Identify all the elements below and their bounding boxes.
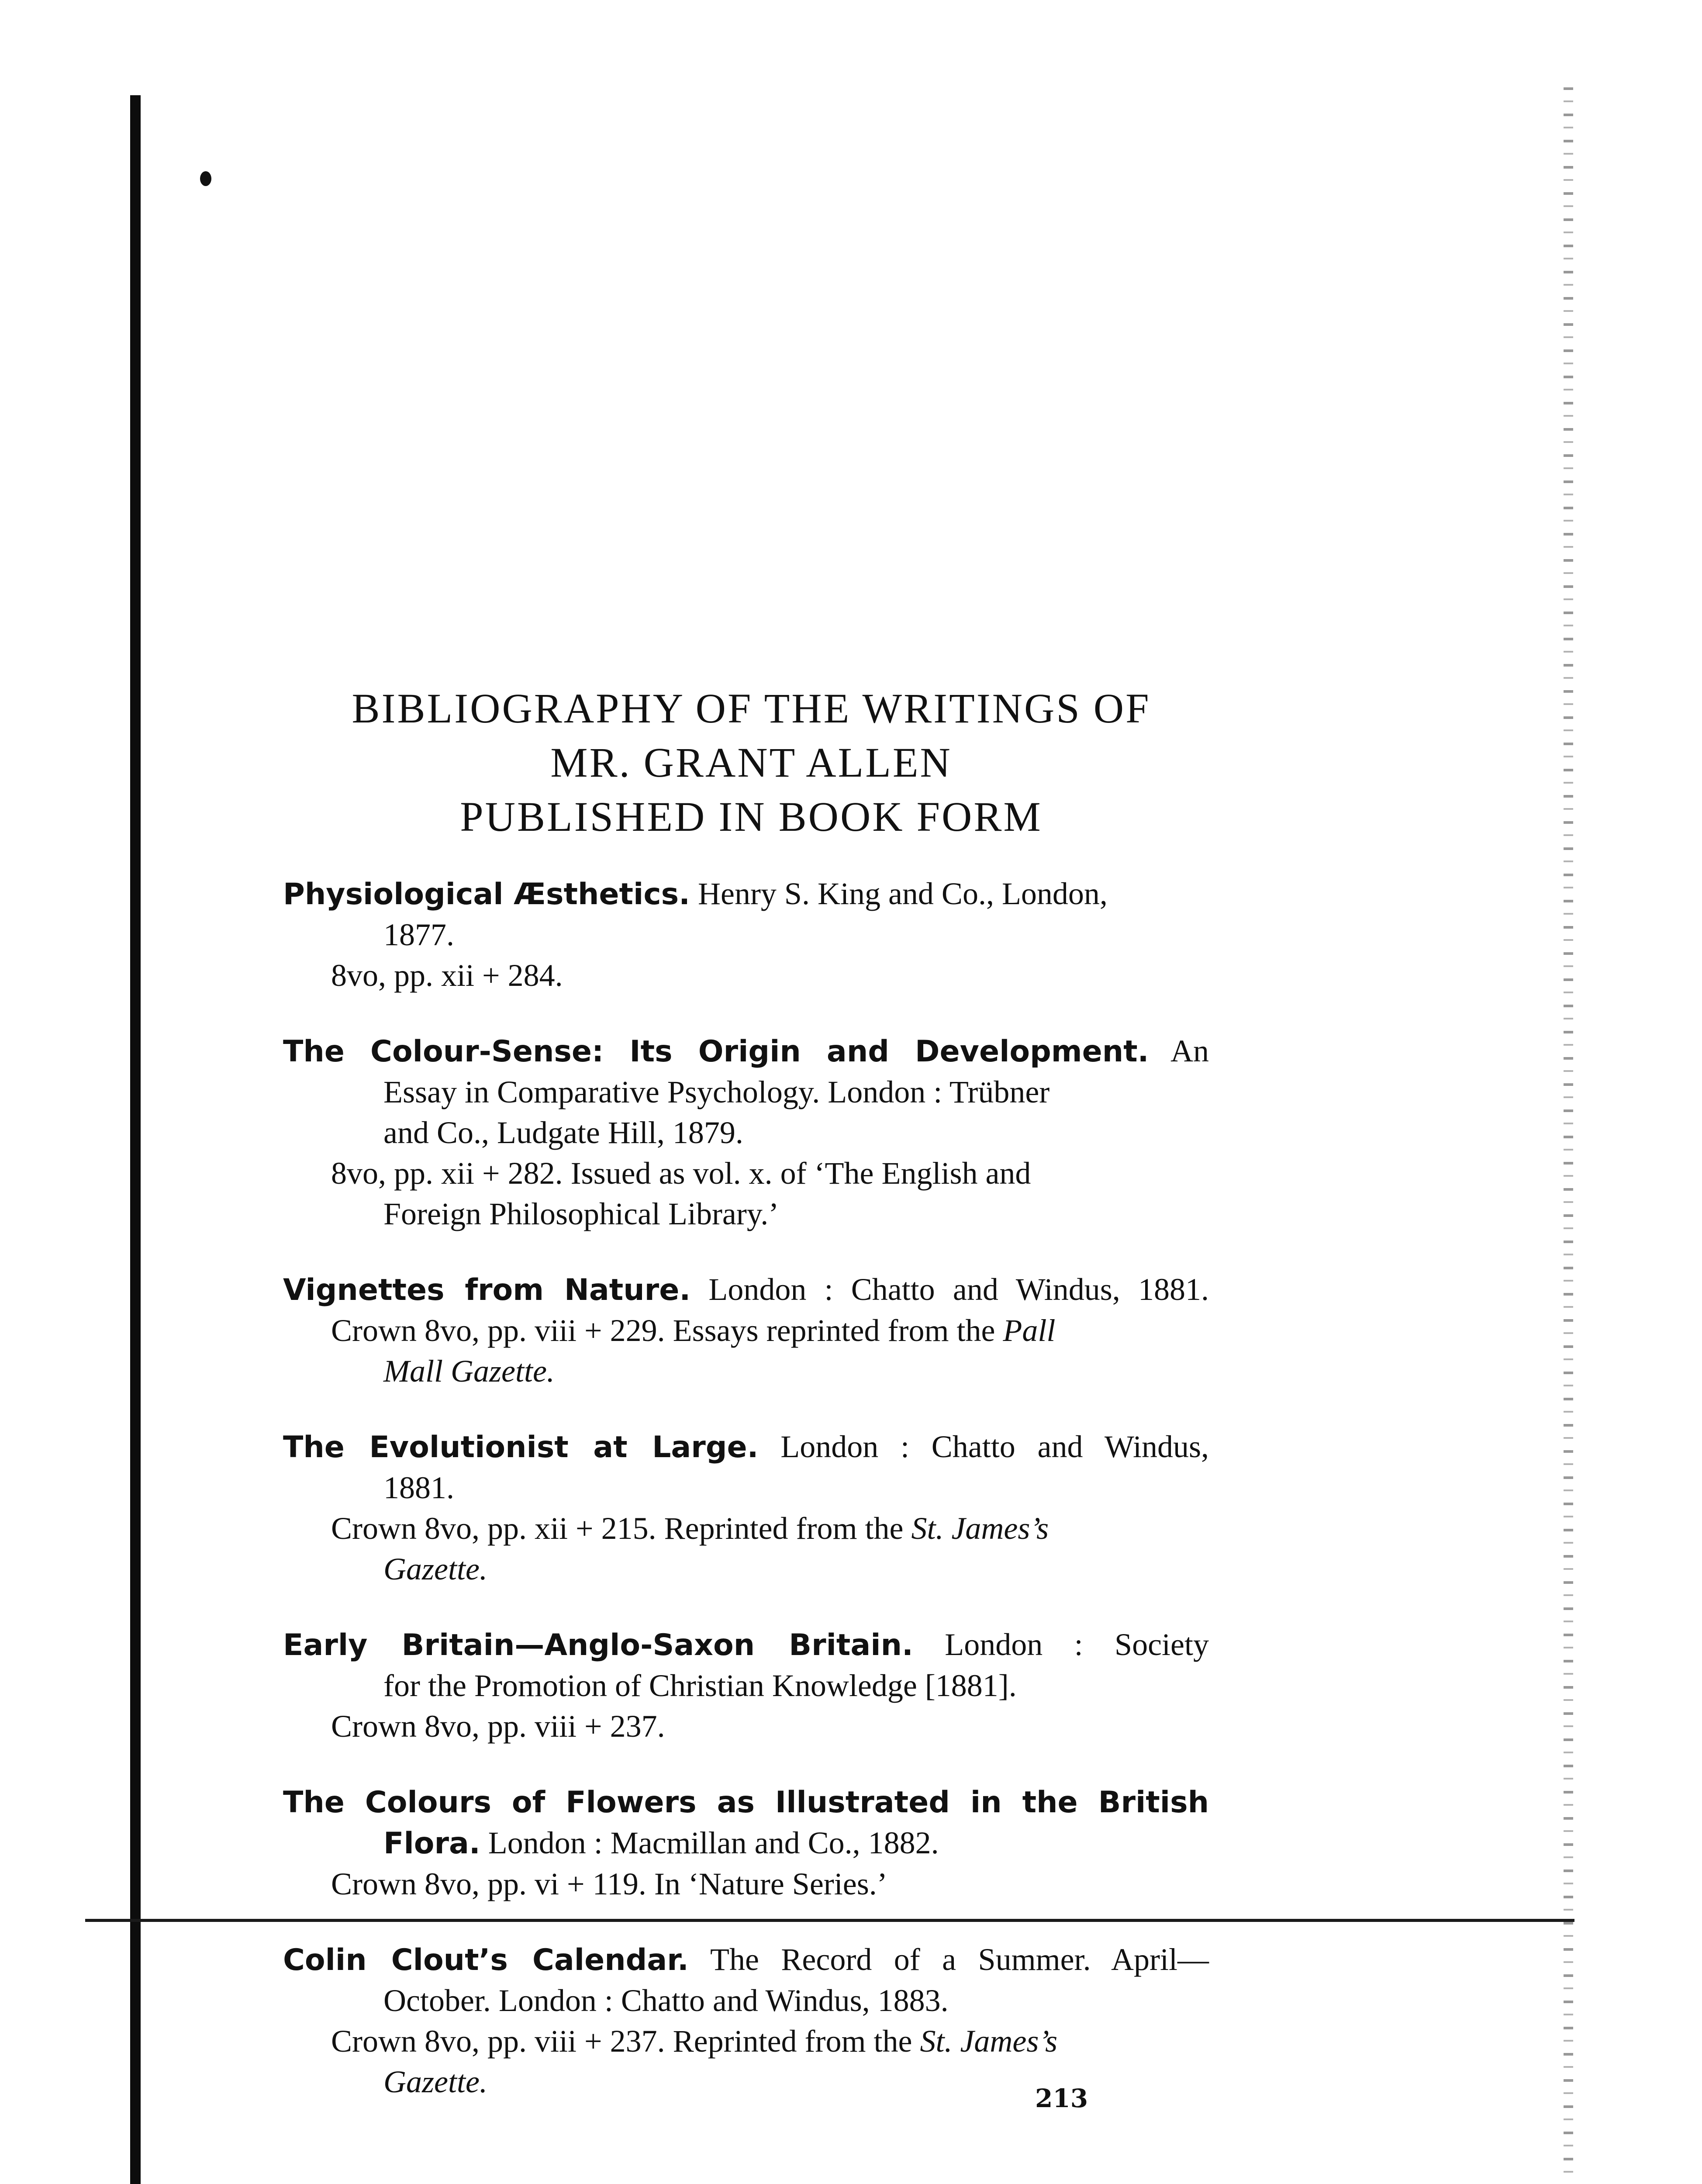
- entry-publisher-cont: for the Promotion of Christian Knowledge [1881].: [383, 1668, 1017, 1703]
- entry-format: Crown 8vo, pp. vi + 119. In ‘Nature Series.’: [331, 1866, 887, 1901]
- entry-publisher: London : Macmillan and Co., 1882.: [488, 1825, 939, 1860]
- entry-source-cont: Gazette.: [383, 2064, 487, 2099]
- heading-line-2: MR. GRANT ALLEN: [550, 739, 952, 786]
- binding-spine-shadow: [130, 95, 141, 2184]
- bibliography-entry: [283, 1269, 1209, 1392]
- heading-line-1: BIBLIOGRAPHY OF THE WRITINGS OF: [352, 685, 1151, 732]
- entry-title: The Colour-Sense: Its Origin and Development.: [283, 1034, 1149, 1069]
- bibliography-entry: [283, 874, 1209, 996]
- entry-publisher: London : Society: [945, 1627, 1209, 1662]
- entry-source: St. James’s: [920, 2024, 1058, 2059]
- bibliography-entry: [283, 1782, 1209, 1904]
- entry-format: 8vo, pp. xii + 284.: [331, 958, 563, 993]
- entry-subtitle: The Record of a Summer. April—: [710, 1942, 1209, 1977]
- entry-subtitle-start: An: [1170, 1033, 1209, 1068]
- heading-line-3: PUBLISHED IN BOOK FORM: [460, 793, 1043, 840]
- entry-series: Foreign Philosophical Library.’: [383, 1196, 779, 1231]
- entry-publisher: Henry S. King and Co., London,: [697, 876, 1108, 911]
- entry-publisher: London : Chatto and Windus,: [780, 1429, 1209, 1464]
- bibliography-entry: [283, 1031, 1209, 1234]
- bibliography-entries: [283, 874, 1209, 2137]
- bibliography-entry: [283, 1939, 1209, 2102]
- entry-publisher: Essay in Comparative Psychology. London : Trübner: [383, 1075, 1050, 1109]
- entry-year: and Co., Ludgate Hill, 1879.: [383, 1115, 743, 1150]
- entry-title: The Colours of Flowers as Illustrated in the British: [283, 1785, 1209, 1820]
- entry-title-cont: Flora.: [383, 1826, 480, 1861]
- entry-format: 8vo, pp. xii + 282. Issued as vol. x. of ‘The English and: [331, 1156, 1031, 1191]
- entry-title: The Evolutionist at Large.: [283, 1430, 759, 1465]
- entry-publisher: October. London : Chatto and Windus, 1883.: [383, 1983, 949, 2018]
- entry-format: Crown 8vo, pp. viii + 237.: [331, 1709, 665, 1744]
- entry-year: 1877.: [383, 917, 454, 952]
- entry-title: Early Britain—Anglo-Saxon Britain.: [283, 1628, 913, 1662]
- bibliography-entry: [283, 1427, 1209, 1590]
- bibliography-heading: [280, 681, 1223, 844]
- entry-format: Crown 8vo, pp. viii + 229. Essays reprinted from the: [331, 1313, 995, 1348]
- page-number: 213: [1035, 2084, 1088, 2113]
- entry-title: Physiological Æsthetics.: [283, 877, 690, 912]
- bibliography-entry: [283, 1624, 1209, 1747]
- scan-speck: [200, 171, 211, 186]
- entry-source-cont: Mall Gazette.: [383, 1354, 555, 1389]
- entry-title: Colin Clout’s Calendar.: [283, 1943, 689, 1977]
- entry-title: Vignettes from Nature.: [283, 1273, 691, 1307]
- entry-year: 1881.: [383, 1470, 454, 1505]
- entry-source-cont: Gazette.: [383, 1552, 487, 1586]
- entry-source: Pall: [1003, 1313, 1056, 1348]
- page-right-edge: [1564, 87, 1573, 2184]
- entry-source: St. James’s: [911, 1511, 1049, 1546]
- entry-format: Crown 8vo, pp. xii + 215. Reprinted from the: [331, 1511, 904, 1546]
- entry-format: Crown 8vo, pp. viii + 237. Reprinted from the: [331, 2024, 912, 2059]
- entry-publisher: London : Chatto and Windus, 1881.: [708, 1272, 1209, 1307]
